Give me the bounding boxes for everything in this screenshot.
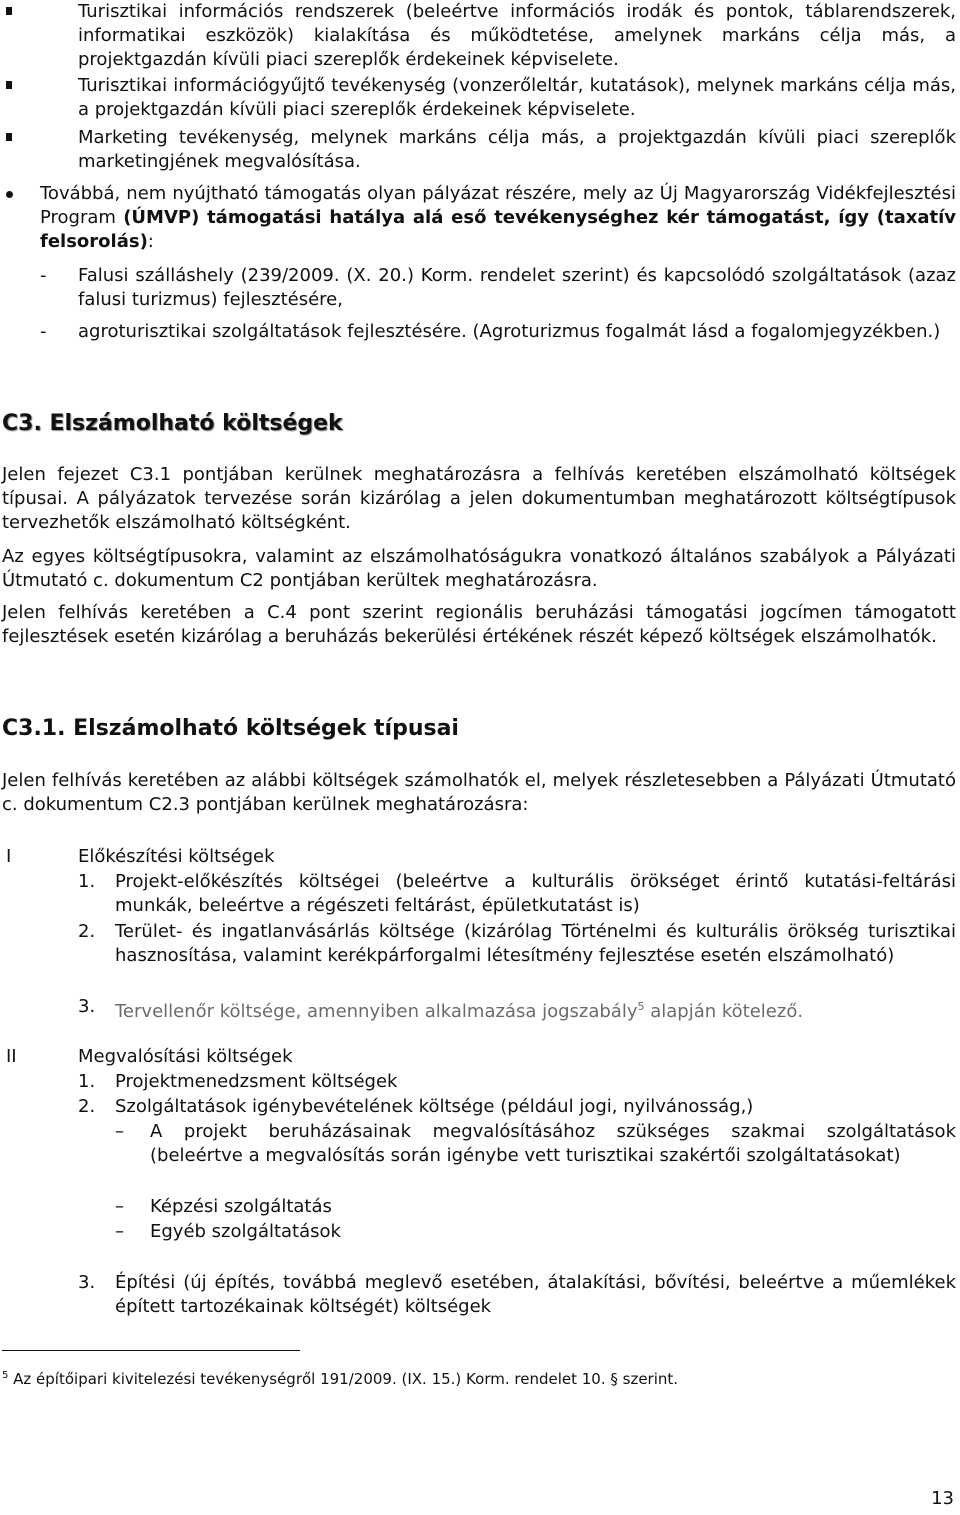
item-text: Szolgáltatások igénybevételének költsége (például jogi, nyilvánosság,) bbox=[115, 1096, 754, 1117]
sub-dash-marker: – bbox=[115, 1121, 124, 1142]
item-text-part: Tervellenőr költsége, amennyiben alkalmazása jogszabály bbox=[115, 1001, 638, 1022]
item-text: Projektmenedzsment költségek bbox=[115, 1071, 398, 1092]
item-text: Terület- és ingatlanvásárlás költsége (kizárólag Történelmi és kulturális örökség turisztikai hasznosítása, valamint kerékpárforgalmi létesítmény fejlesztése esetén elszámolható) bbox=[115, 921, 956, 966]
footnote-text: Az építőipari kivitelezési tevékenységről 191/2009. (IX. 15.) Korm. rendelet 10. § szerint. bbox=[13, 1370, 679, 1388]
square-bullet-icon bbox=[6, 133, 12, 141]
bullet-text-bold: (ÚMVP) támogatási hatálya alá eső tevékenységhez kér támogatást, így (taxatív felsorolás) bbox=[40, 207, 957, 252]
item-text bbox=[115, 995, 956, 1024]
list-item bbox=[0, 126, 960, 174]
group-numeral: I bbox=[6, 846, 12, 867]
bullet-text-colon: : bbox=[147, 231, 154, 252]
round-bullet-icon bbox=[6, 191, 13, 198]
item-text-part: alapján kötelező. bbox=[644, 1001, 804, 1022]
footnote-separator bbox=[2, 1350, 300, 1351]
item-number: 1. bbox=[78, 871, 96, 892]
item-number: 2. bbox=[78, 921, 96, 942]
group-title: Előkészítési költségek bbox=[78, 846, 275, 867]
sub-item-text: A projekt beruházásainak megvalósításához szükséges szakmai szolgáltatások (beleértve a megvalósítás során igénybe vett turisztikai szakértői szolgáltatásokat) bbox=[150, 1121, 956, 1166]
bullet-text-regular: Továbbá, nem nyújtható támogatás olyan pályázat részére, mely az Új Magyarország Vidékfejlesztési Program bbox=[40, 183, 956, 228]
dash-item-text: agroturisztikai szolgáltatások fejlesztésére. (Agroturizmus fogalmát lásd a fogalomjegyzékben.) bbox=[78, 321, 941, 342]
dash-marker: - bbox=[40, 265, 47, 286]
sub-dash-marker: – bbox=[115, 1221, 124, 1242]
bullet-paragraph-text bbox=[40, 182, 956, 254]
sub-item-text: Egyéb szolgáltatások bbox=[150, 1221, 341, 1242]
square-bullet-icon bbox=[6, 7, 12, 15]
footnote-number: 5 bbox=[2, 1370, 9, 1381]
square-bullet-icon bbox=[6, 81, 12, 89]
sub-item-text: Képzési szolgáltatás bbox=[150, 1196, 332, 1217]
list-item-text: Turisztikai információgyűjtő tevékenység (vonzerőleltár, kutatások), melynek markáns célja más, a projektgazdán kívüli piaci szereplők érdekeinek képviselete. bbox=[78, 75, 956, 120]
item-number: 3. bbox=[78, 1272, 96, 1293]
page-number: 13 bbox=[931, 1488, 954, 1509]
dash-marker: - bbox=[40, 321, 47, 342]
paragraph: Jelen felhívás keretében a C.4 pont szerint regionális beruházási támogatási jogcímen támogatott fejlesztések esetén kizárólag a beruházás bekerülési értékének részét képező költségek elszámolhatók. bbox=[2, 602, 956, 647]
dash-list-item bbox=[0, 264, 960, 312]
sub-dash-marker: – bbox=[115, 1196, 124, 1217]
list-item-text: Turisztikai információs rendszerek (beleértve információs irodák és pontok, táblarendszerek, informatikai eszközök) kialakítása és működtetése, amelynek markáns célja más, a projektgazdán kívüli piaci szereplők érdekeinek képviselete. bbox=[78, 1, 956, 70]
item-number: 1. bbox=[78, 1071, 96, 1092]
item-number: 3. bbox=[78, 996, 96, 1017]
list-item bbox=[0, 0, 960, 72]
item-number: 2. bbox=[78, 1096, 96, 1117]
section-heading-c3: C3. Elszámolható költségek bbox=[2, 411, 343, 436]
list-item bbox=[0, 74, 960, 122]
dash-item-text: Falusi szálláshely (239/2009. (X. 20.) Korm. rendelet szerint) és kapcsolódó szolgáltatások (azaz falusi turizmus) fejlesztésére, bbox=[78, 265, 956, 310]
item-text: Építési (új építés, továbbá meglevő esetében, átalakítási, bővítési, beleértve a műemlékek épített tartozékainak költségét) költségek bbox=[115, 1272, 956, 1317]
footnote-reference[interactable]: 5 bbox=[637, 1000, 645, 1013]
group-title: Megvalósítási költségek bbox=[78, 1046, 293, 1067]
paragraph: Az egyes költségtípusokra, valamint az elszámolhatóságukra vonatkozó általános szabályok a Pályázati Útmutató c. dokumentum C2 pontjában kerültek meghatározásra. bbox=[2, 546, 956, 591]
paragraph: Jelen felhívás keretében az alábbi költségek számolhatók el, melyek részletesebben a Pályázati Útmutató c. dokumentum C2.3 pontjában kerülnek meghatározásra: bbox=[2, 770, 956, 815]
list-item-text: Marketing tevékenység, melynek markáns célja más, a projektgazdán kívüli piaci szereplők marketingjének megvalósítása. bbox=[78, 127, 956, 172]
footnote bbox=[2, 1366, 678, 1389]
group-numeral: II bbox=[6, 1046, 17, 1067]
item-text: Projekt-előkészítés költségei (beleértve a kulturális örökséget érintő kutatási-feltárási munkák, beleértve a régészeti feltárást, épületkutatást is) bbox=[115, 871, 956, 916]
section-heading-c3-1: C3.1. Elszámolható költségek típusai bbox=[2, 716, 459, 741]
paragraph: Jelen fejezet C3.1 pontjában kerülnek meghatározásra a felhívás keretében elszámolható költségek típusai. A pályázatok tervezése során kizárólag a jelen dokumentumban meghatározott költségtípusok tervezhetők elszámolható költségként. bbox=[2, 464, 956, 533]
bullet-paragraph bbox=[0, 182, 960, 254]
dash-list-item bbox=[0, 320, 960, 344]
